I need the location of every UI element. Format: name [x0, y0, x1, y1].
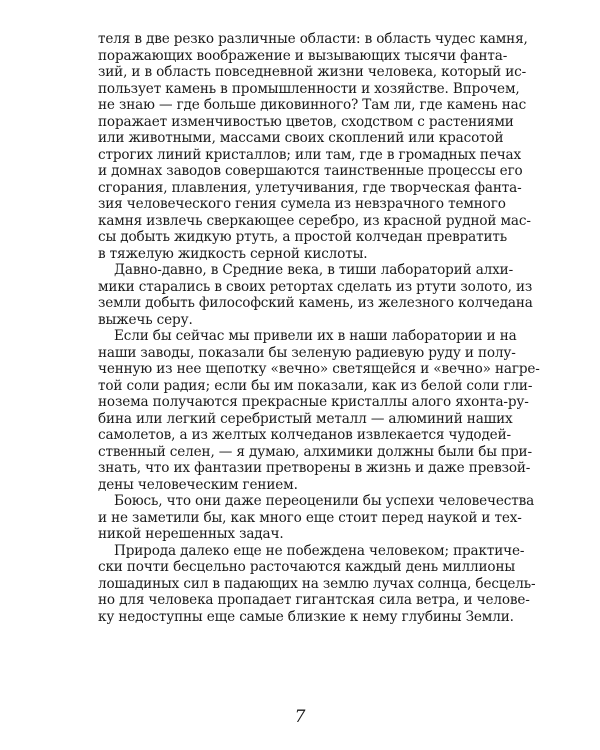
text-line: ски почти бесцельно расточаются каждый день миллионы: [98, 559, 516, 575]
paragraph: [98, 328, 540, 493]
text-line: сы добыть жидкую ртуть, а простой колчедан превратить: [98, 229, 508, 245]
text-line: самолетов, а из желтых колчеданов извлекается чудодей-: [98, 427, 511, 443]
page-number: 7: [294, 707, 306, 727]
paragraph: [98, 262, 533, 328]
text-line: мики старались в своих ретортах сделать из ртути золото, из: [98, 278, 533, 295]
text-line: земли добыть философский камень, из железного колчедана: [98, 295, 533, 311]
text-line: сгорания, плавления, улетучивания, где творческая фанта-: [98, 179, 522, 196]
text-line: не знаю — где больше диковинного? Там ли, где камень нас: [98, 97, 527, 113]
text-line: в тяжелую жидкость серной кислоты.: [98, 245, 368, 262]
text-line: ку недоступны еще самые близкие к нему глубины Земли.: [98, 608, 514, 625]
page-body: [98, 31, 540, 625]
text-line: Боюсь, что они даже переоценили бы успехи человечества: [114, 493, 535, 509]
text-line: дены человеческим гением.: [98, 476, 298, 493]
text-line: никой нерешенных задач.: [98, 526, 284, 542]
text-line: Если бы сейчас мы привели их в наши лаборатории и на: [114, 328, 517, 344]
paragraph: [98, 31, 531, 262]
paragraph: [98, 493, 535, 543]
text-line: теля в две резко различные области: в область чудес камня,: [98, 31, 528, 47]
text-line: или животными, массами своих скоплений или красотой: [98, 130, 504, 146]
text-line: знать, что их фантазии претворены в жизнь и даже превзой-: [98, 460, 531, 476]
text-line: поражающих воображение и вызывающих тысячи фанта-: [98, 47, 508, 64]
text-line: камня извлечь сверкающее серебро, из красной рудной мас-: [98, 212, 531, 229]
text-line: и домнах заводов совершаются таинственные процессы его: [98, 163, 523, 179]
text-line: наши заводы, показали бы зеленую радиевую руду и полу-: [98, 344, 516, 361]
text-line: бина или легкий серебристый металл — алюминий наших: [98, 410, 513, 427]
paragraph: [98, 542, 536, 626]
text-line: ченную из нее щепотку «вечно» светящейся и «вечно» нагре-: [98, 361, 540, 377]
text-line: и не заметили бы, как много еще стоит перед наукой и тех-: [98, 509, 522, 526]
text-line: но для человека пропадает гигантская сила ветра, и челове-: [98, 592, 530, 608]
text-line: поражает изменчивостью цветов, сходством с растениями: [98, 113, 514, 130]
text-line: строгих линий кристаллов; или там, где в громадных печах: [98, 146, 522, 163]
text-line: той соли радия; если бы им показали, как из белой соли гли-: [98, 377, 533, 394]
text-line: Природа далеко еще не побеждена человеком; практиче-: [114, 542, 525, 559]
text-line: нозема получаются прекрасные кристаллы алого яхонта-ру-: [98, 394, 529, 410]
text-line: выжечь серу.: [98, 311, 193, 328]
text-line: зия человеческого гения сумела из невзрачного темного: [98, 196, 506, 212]
text-line: Давно-давно, в Средние века, в тиши лабораторий алхи-: [114, 262, 514, 278]
text-line: зий, и в область повседневной жизни человека, который ис-: [98, 64, 527, 80]
text-line: ственный селен, — я думаю, алхимики должны были бы при-: [98, 443, 532, 460]
text-line: лошадиных сил в падающих на землю лучах солнца, бесцель-: [98, 575, 536, 592]
text-line: пользует камень в промышленности и хозяйстве. Впрочем,: [98, 80, 520, 97]
